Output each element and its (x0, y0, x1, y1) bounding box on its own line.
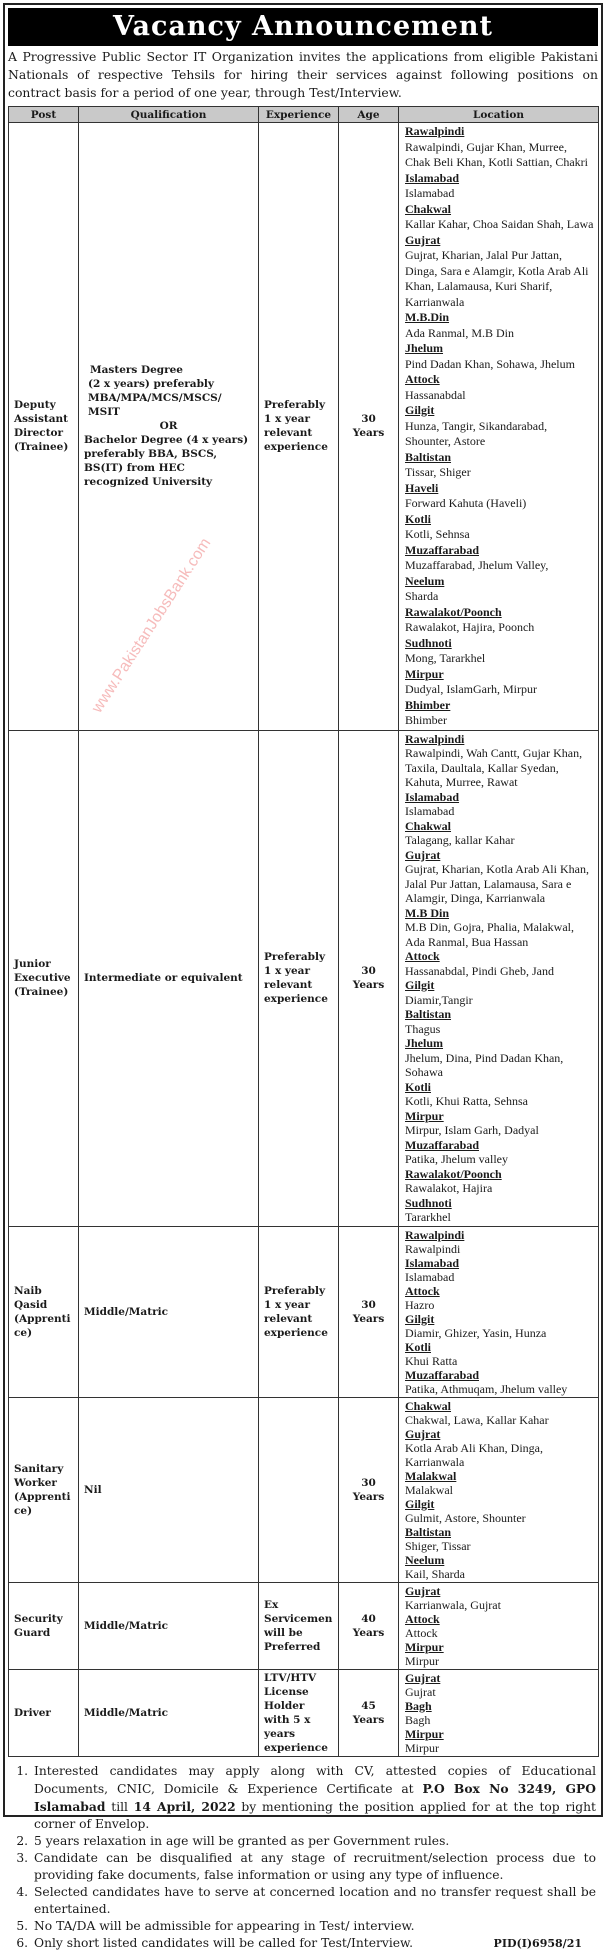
note-item: 6. Only short listed candidates will be called for Test/Interview. (32, 1935, 596, 1952)
header-experience: Experience (259, 107, 339, 123)
qualification-line: (2 x years) preferably MBA/MPA/MCS/MSCS/ MSIT (88, 378, 222, 419)
location-region: Malakwal (405, 1468, 457, 1483)
location-region: Attock (405, 372, 440, 386)
age-cell: 30 Years (339, 1226, 399, 1397)
location-places: Bagh (405, 1712, 431, 1727)
qualification-cell (79, 1226, 259, 1397)
location-places: Patika, Athmuqam, Jhelum valley (405, 1381, 568, 1396)
note-text: Interested candidates may apply along with CV, attested copies of Educational Documents, CNIC, Domicile & Experience Certificate at (34, 1763, 596, 1796)
location-places: Kotli, Sehnsa (405, 527, 470, 541)
location-region: Rawalakot/Poonch (405, 1166, 502, 1181)
location-region: Mirpur (405, 1726, 444, 1741)
location-region: Kotli (405, 511, 431, 526)
note-item: 4. Selected candidates have to serve at concerned location and no transfer request shall be entertained. (32, 1884, 596, 1918)
location-places: Mirpur (405, 1740, 439, 1755)
location-places: Islamabad (405, 1269, 455, 1284)
header-qualification: Qualification (79, 107, 259, 123)
location-places: Muzaffarabad, Jhelum Valley, (405, 558, 549, 572)
table-row (9, 730, 599, 1226)
location-region: Mirpur (405, 1108, 444, 1123)
table-row (9, 123, 599, 731)
location-region: Sudhnoti (405, 1195, 452, 1210)
qualification-line: Masters Degree (90, 364, 183, 377)
location-places: Malakwal (405, 1482, 453, 1497)
location-places: Diamir, Ghizer, Yasin, Hunza (405, 1325, 547, 1340)
post-cell: Sanitary Worker (Apprentice) (9, 1397, 79, 1582)
location-places: Jhelum, Dina, Pind Dadan Khan, Sohawa (405, 1050, 564, 1079)
post-cell: Deputy Assistant Director (Trainee) (9, 123, 79, 731)
note-text: till (105, 1799, 134, 1814)
location-places: Islamabad (405, 186, 455, 200)
page-title: Vacancy Announcement (8, 8, 598, 46)
location-region: Attock (405, 1283, 440, 1298)
location-places: M.B Din, Gojra, Phalia, Malakwal, Ada Ranmal, Bua Hassan (405, 920, 574, 949)
location-region: Rawalpindi (405, 731, 465, 746)
location-region: Gujrat (405, 1583, 441, 1598)
location-region: Neelum (405, 1552, 445, 1567)
header-age: Age (339, 107, 399, 123)
location-region: Kotli (405, 1079, 431, 1094)
location-cell (399, 123, 599, 731)
pid-number: PID(I)6958/21 (493, 1936, 582, 1950)
location-places: Rawalakot, Hajira (405, 1181, 493, 1195)
location-places: Attock (405, 1625, 438, 1640)
location-region: Rawalakot/Poonch (405, 604, 502, 619)
location-cell (399, 1226, 599, 1397)
location-places: Rawalpindi, Gujar Khan, Murree, Chak Beli Khan, Kotli Sattian, Chakri (405, 139, 588, 169)
location-places: Pind Dadan Khan, Sohawa, Jhelum (405, 356, 575, 371)
notes-section (8, 1763, 596, 1952)
location-region: Chakwal (405, 1398, 452, 1413)
location-places: Khui Ratta (405, 1353, 458, 1368)
location-region: Kotli (405, 1339, 431, 1354)
location-places: Mirpur, Islam Garh, Dadyal (405, 1123, 539, 1137)
qualification-line: OR (159, 420, 178, 433)
location-places: Hassanabdal (405, 387, 466, 402)
location-region: Sudhnoti (405, 635, 452, 650)
location-region: Gujrat (405, 1426, 441, 1441)
watermark: www.PakistanJobsBank.com (88, 534, 215, 716)
location-places: Gujrat, Kharian, Kotla Arab Ali Khan, Jalal Pur Jattan, Lalamausa, Sara e Alamgir, Dinga, Karrianwala (405, 862, 589, 905)
location-places: Hazro (405, 1297, 435, 1312)
note-item: 3. Candidate can be disqualified at any stage of recruitment/selection process due to providing fake documents, false information or using any type of influence. (32, 1850, 596, 1884)
location-places: Ada Ranmal, M.B Din (405, 325, 514, 340)
experience-cell: Preferably 1 x year relevant experience (259, 123, 339, 731)
location-region: Gilgit (405, 1496, 435, 1511)
location-places: Islamabad (405, 804, 455, 818)
qualification-line: Middle/Matric (84, 1619, 168, 1632)
location-region: Gujrat (405, 1670, 441, 1685)
location-region: Gujrat (405, 847, 441, 862)
location-places: Forward Kahuta (Haveli) (405, 496, 527, 510)
age-cell: 30 Years (339, 730, 399, 1226)
age-cell: 30 Years (339, 1397, 399, 1582)
location-region: Jhelum (405, 1036, 444, 1050)
location-region: Jhelum (405, 341, 444, 355)
experience-cell (259, 1397, 339, 1582)
location-region: Mirpur (405, 666, 444, 681)
note-item: 2. 5 years relaxation in age will be granted as per Government rules. (32, 1833, 596, 1850)
qualification-cell (79, 730, 259, 1226)
location-places: Kotla Arab Ali Khan, Dinga, Karrianwala (405, 1440, 543, 1469)
location-region: Bhimber (405, 697, 451, 712)
qualification-cell (79, 1582, 259, 1669)
location-places: Rawalpindi (405, 1241, 461, 1256)
age-cell: 30 Years (339, 123, 399, 731)
location-places: Tararkhel (405, 1210, 451, 1224)
table-row (9, 1582, 599, 1669)
location-region: Neelum (405, 573, 445, 588)
note-text: by mentioning the position applied for at the top right corner of Envelop. (34, 1799, 596, 1831)
location-region: Gujrat (405, 232, 441, 247)
qualification-cell (79, 1669, 259, 1756)
table-row (9, 1669, 599, 1756)
location-region: Gilgit (405, 403, 435, 417)
location-places: Hassanabdal, Pindi Gheb, Jand (405, 963, 554, 978)
location-cell (399, 730, 599, 1226)
location-region: Muzaffarabad (405, 1367, 479, 1382)
deadline-date: 14 April, 2022 (133, 1798, 236, 1814)
post-cell: Naib Qasid (Apprentice) (9, 1226, 79, 1397)
location-places: Gujrat, Kharian, Jalal Pur Jattan, Dinga, Sara e Alamgir, Kotla Arab Ali Khan, Lalamausa, Kuri Sharif, Karrianwala (405, 248, 589, 309)
location-region: Haveli (405, 480, 439, 495)
note-item: 5. No TA/DA will be admissible for appearing in Test/ interview. (32, 1918, 596, 1935)
location-places: Rawalpindi, Wah Cantt, Gujar Khan, Taxila, Daultala, Kallar Syedan, Kahuta, Murree, Rawat (405, 746, 583, 789)
location-region: M.B.Din (405, 310, 450, 324)
location-region: Chakwal (405, 818, 452, 833)
location-places: Kallar Kahar, Choa Saidan Shah, Lawa (405, 217, 594, 231)
post-cell: Junior Executive (Trainee) (9, 730, 79, 1226)
vacancy-table (8, 106, 599, 1757)
experience-cell: Preferably 1 x year relevant experience (259, 1226, 339, 1397)
location-region: Muzaffarabad (405, 542, 479, 557)
post-cell: Security Guard (9, 1582, 79, 1669)
location-places: Gujrat (405, 1684, 436, 1699)
header-location: Location (399, 107, 599, 123)
location-region: Islamabad (405, 789, 460, 804)
location-region: Baltistan (405, 1524, 452, 1539)
experience-cell: Preferably 1 x year relevant experience (259, 730, 339, 1226)
location-places: Talagang, kallar Kahar (405, 833, 515, 847)
location-places: Chakwal, Lawa, Kallar Kahar (405, 1412, 549, 1427)
location-cell (399, 1397, 599, 1582)
qualification-line: Bachelor Degree (4 x years) preferably BBA, BSCS, BS(IT) from HEC recognized University (84, 434, 249, 489)
location-places: Karrianwala, Gujrat (405, 1597, 501, 1612)
qualification-line: Intermediate or equivalent (84, 972, 243, 984)
age-cell: 45 Years (339, 1669, 399, 1756)
location-region: Gilgit (405, 978, 435, 992)
location-places: Mong, Tararkhel (405, 651, 486, 665)
location-region: Muzaffarabad (405, 1137, 479, 1152)
table-header-row (9, 107, 599, 123)
location-cell (399, 1582, 599, 1669)
postal-address: P.O Box No 3249, GPO Islamabad (34, 1780, 596, 1814)
location-region: Rawalpindi (405, 1227, 465, 1242)
intro-paragraph: A Progressive Public Sector IT Organization invites the applications from eligible Pakistani Nationals of respective Tehsils for hiring their services against following positions on contract basis for a period of one year, through Test/Interview. (8, 49, 598, 100)
qualification-line: Middle/Matric (84, 1305, 168, 1318)
table-row (9, 1397, 599, 1582)
location-region: Baltistan (405, 449, 452, 464)
location-places: Hunza, Tangir, Sikandarabad, Shounter, Astore (405, 418, 548, 448)
header-post: Post (9, 107, 79, 123)
note-item (32, 1763, 596, 1833)
location-places: Shiger, Tissar (405, 1538, 471, 1553)
age-cell: 40 Years (339, 1582, 399, 1669)
location-region: Bagh (405, 1698, 432, 1713)
location-region: M.B Din (405, 905, 450, 920)
location-region: Islamabad (405, 1255, 460, 1270)
location-places: Gulmit, Astore, Shounter (405, 1510, 526, 1525)
location-places: Kotli, Khui Ratta, Sehnsa (405, 1094, 528, 1108)
qualification-line: Middle/Matric (84, 1706, 168, 1719)
location-places: Kail, Sharda (405, 1566, 465, 1581)
post-cell: Driver (9, 1669, 79, 1756)
location-places: Diamir,Tangir (405, 992, 473, 1007)
location-places: Rawalakot, Hajira, Poonch (405, 620, 535, 634)
qualification-line: Nil (84, 1483, 102, 1496)
location-region: Islamabad (405, 170, 460, 185)
qualification-cell (79, 1397, 259, 1582)
location-region: Gilgit (405, 1311, 435, 1326)
location-places: Patika, Jhelum valley (405, 1152, 508, 1166)
location-cell (399, 1669, 599, 1756)
location-places: Bhimber (405, 713, 447, 727)
location-places: Tissar, Shiger (405, 465, 471, 479)
location-region: Chakwal (405, 201, 452, 216)
location-places: Thagus (405, 1021, 441, 1036)
location-region: Attock (405, 949, 440, 963)
location-region: Rawalpindi (405, 124, 465, 138)
location-region: Mirpur (405, 1639, 444, 1654)
experience-cell: Ex Servicemen will be Preferred (259, 1582, 339, 1669)
location-places: Mirpur (405, 1653, 439, 1668)
location-places: Dudyal, IslamGarh, Mirpur (405, 682, 537, 696)
table-row (9, 1226, 599, 1397)
location-region: Baltistan (405, 1007, 452, 1021)
qualification-cell (79, 123, 259, 731)
location-places: Sharda (405, 589, 439, 603)
location-region: Attock (405, 1611, 440, 1626)
experience-cell: LTV/HTV License Holder with 5 x years experience (259, 1669, 339, 1756)
